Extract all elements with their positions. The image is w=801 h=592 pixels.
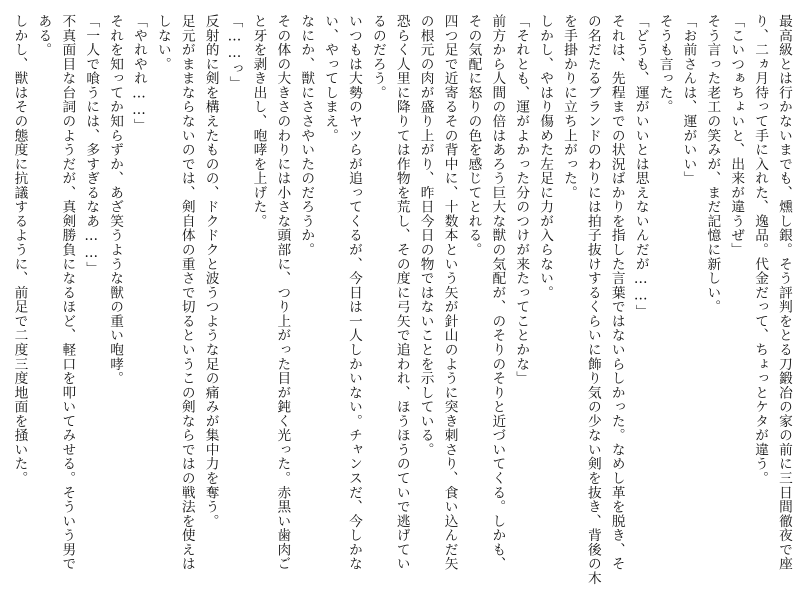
text-line: いつもは大勢のヤツらが追ってくるが、今日は一人しかいない。チャンスだ、今しかな (345, 14, 362, 571)
text-line: その体の大きさのわりには小さな頭部に、つり上がった目が鈍く光った。赤黒い歯肉ご (274, 14, 291, 571)
text-line: 「一人で喰うには、多すぎるなあ……」 (83, 14, 100, 276)
text-line: 「……っ」 (226, 14, 243, 91)
text-line: そうも言った。 (656, 14, 673, 114)
text-line: 「こいつぁちょいと、出来が違うぜ」 (728, 14, 745, 257)
text-line: しかし、やはり傷めた左足に力が入らない。 (537, 14, 554, 300)
text-line: しない。 (154, 14, 171, 72)
text-line: そう言った老工の笑みが、まだ記憶に新しい。 (704, 14, 721, 314)
text-line: と牙を剥き出し、咆哮を上げた。 (250, 14, 267, 229)
text-line: 「お前さんは、運がいい」 (680, 14, 697, 186)
text-line: 反射的に剣を構えたものの、ドクドクと波うつような足の痛みが集中力を奪う。 (202, 14, 219, 529)
text-line: 「それとも、運がよかった分のつけが来たってことかな」 (513, 14, 530, 386)
text-line: 「どうも、運がいいとは思えないんだが……」 (632, 14, 649, 319)
text-line: しかし、獣はその態度に抗議するように、前足で二度三度地面を掻いた。 (11, 14, 28, 486)
text-line: 不真面目な台詞のようだが、真剣勝負になるほど、軽口を叩いてみせる。そういう男で (59, 14, 76, 571)
text-line: 四つ足で近寄るその背中に、十数本という矢が針山のように突き刺さり、食い込んだ矢 (441, 14, 458, 571)
text-line: るのだろう。 (369, 14, 386, 100)
text-line: その気配に怒りの色を感じてとれる。 (465, 14, 482, 257)
text-line: 「やれやれ……」 (130, 14, 147, 133)
text-line: 最高級とは行かないまでも、燻し銀。そう評判をとる刀鍛冶の家の前に三日間徹夜で座 (776, 14, 792, 571)
text-line: の名だたるブランドのわりには拍子抜けするくらいに飾り気の少ない剣を抜き、背後の木 (584, 14, 601, 586)
text-line: それは、先程までの状況ばかりを指した言葉ではないらしかった。なめし革を脱き、そ (608, 14, 625, 571)
vertical-text-body (7, 14, 795, 586)
text-line: それを知ってか知らずか、あざ笑うような獣の重い咆哮。 (107, 14, 124, 386)
text-line: ある。 (35, 14, 52, 57)
text-line: り、二ヵ月待って手に入れた、逸品。代金だって、ちょっとケタが違う。 (752, 14, 769, 486)
text-line: 足元がままならないのでは、剣自体の重さで切るというこの剣ならではの戦法を使えは (178, 14, 195, 571)
text-line: の根元の肉が盛り上がり、昨日今日の物ではないことを示している。 (417, 14, 434, 457)
text-line: い、やってしまえ。 (322, 14, 339, 143)
text-line: を手掛かりに立ち上がった。 (560, 14, 577, 200)
text-line: 恐らく人里に降りては作物を荒し、その度に弓矢で追われ、ほうほうのていで逃げてい (393, 14, 410, 571)
text-line: なにか、獣にささやいたのだろうか。 (298, 14, 315, 257)
text-line: 前方から人間の倍はあろう巨大な獣の気配が、のそりのそりと近づいてくる。しかも、 (489, 14, 506, 571)
